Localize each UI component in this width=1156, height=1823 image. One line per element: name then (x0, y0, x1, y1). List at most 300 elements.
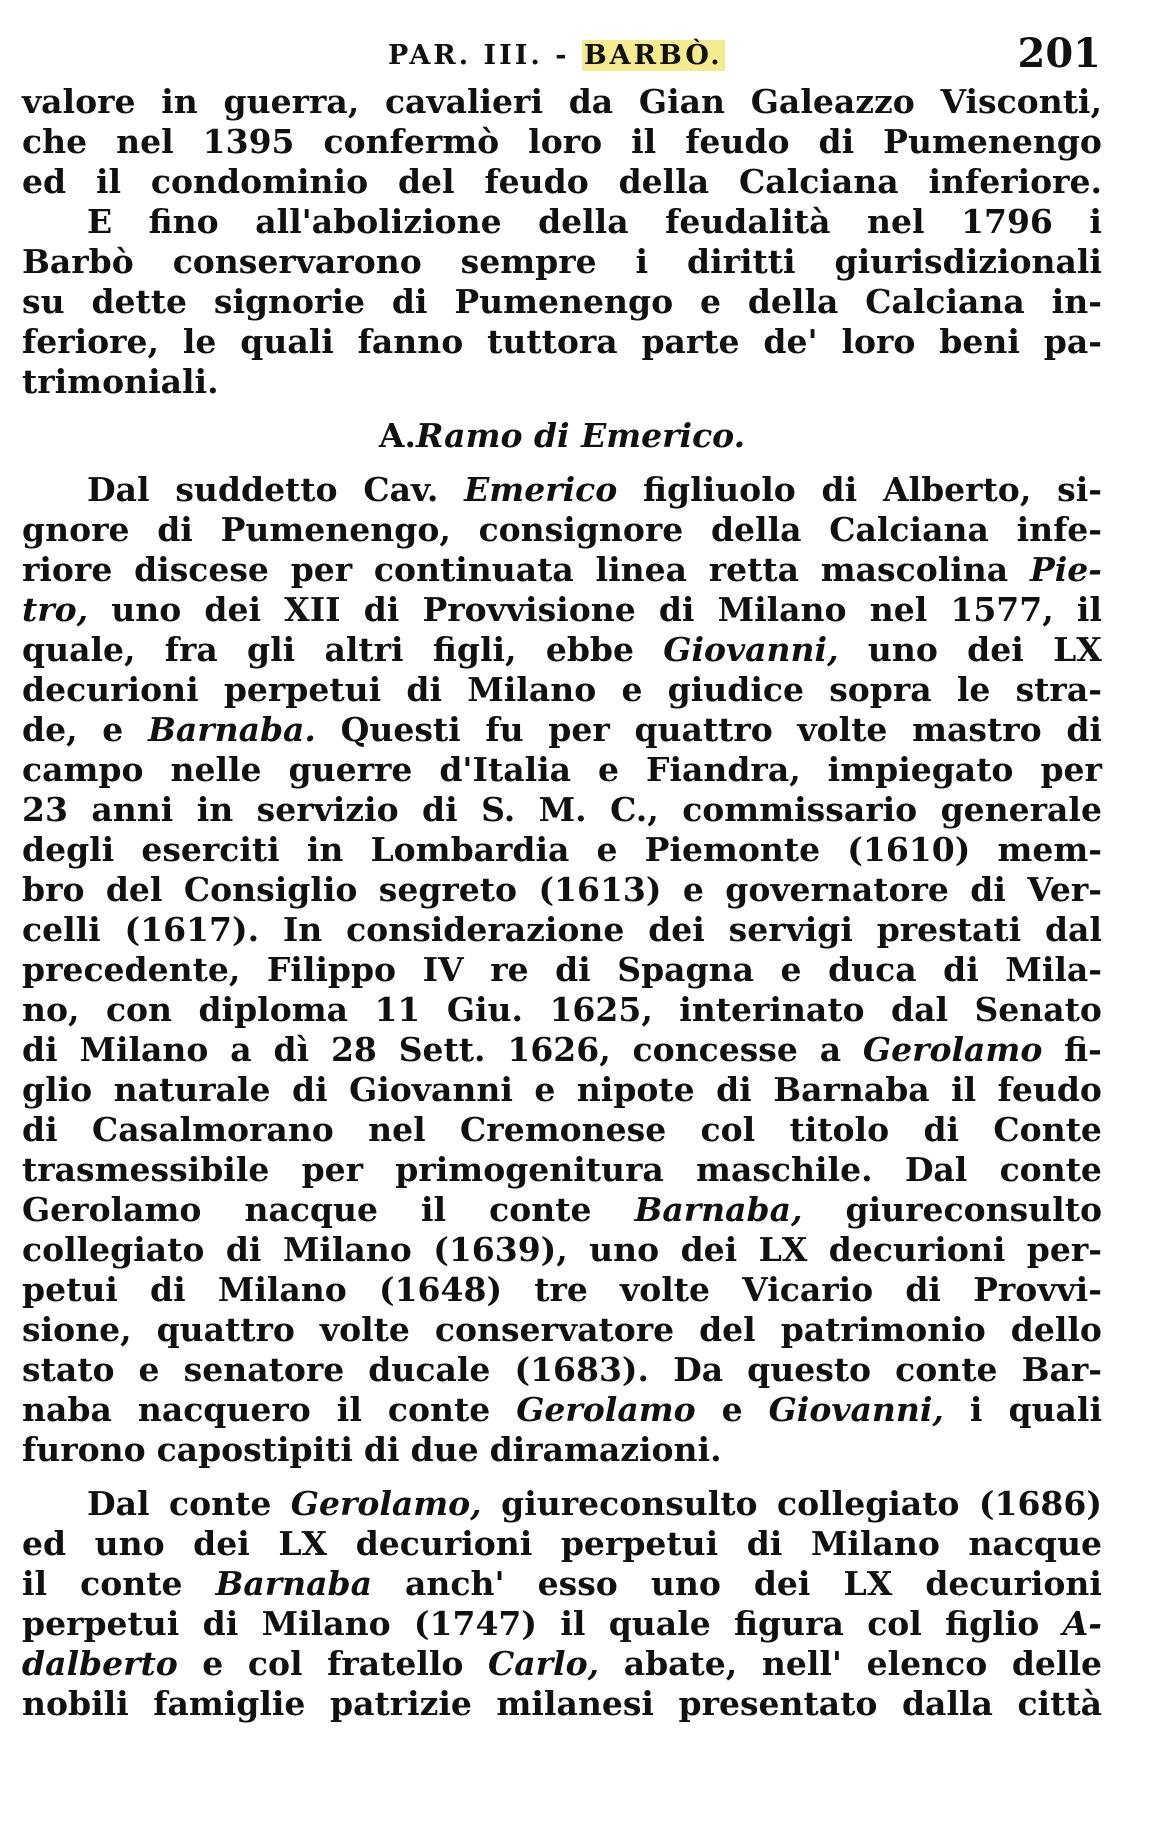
word: nacque (968, 1524, 1102, 1563)
word: e (202, 1644, 224, 1683)
text-line (22, 790, 1102, 830)
word: nipote (576, 1070, 695, 1109)
word: il (336, 1390, 362, 1429)
word: Fiandra, (646, 750, 801, 789)
word: si- (1057, 470, 1102, 509)
word: di (821, 470, 858, 509)
text-line (22, 162, 1102, 202)
word: sopra (829, 670, 932, 709)
word: titolo (789, 1110, 890, 1149)
word: uno (111, 590, 182, 629)
word: di (1066, 710, 1102, 749)
word: primogenitura (395, 1150, 664, 1189)
word: diritti (687, 242, 796, 281)
word: feudo (997, 1070, 1102, 1109)
word: Alberto, (882, 470, 1032, 509)
text-line (22, 1430, 1102, 1470)
word: LX (1053, 630, 1102, 669)
word: del (105, 870, 163, 909)
word: Barnaba (773, 1070, 930, 1109)
word: retta (708, 550, 799, 589)
word: de, (22, 710, 78, 749)
word: dei (753, 1564, 811, 1603)
word: signorie (213, 282, 365, 321)
word: di (658, 590, 695, 629)
word: Consiglio (183, 870, 358, 909)
word: tro, (22, 590, 89, 629)
word: discese (134, 550, 269, 589)
word: capostipiti (156, 1430, 353, 1469)
word: di (746, 1524, 783, 1563)
text-line (22, 950, 1102, 990)
word: quale (608, 1604, 711, 1643)
word: precedente, (22, 950, 241, 989)
word: gli (247, 630, 296, 669)
word: della (538, 202, 629, 241)
word: Pumenengo, (220, 510, 451, 549)
running-head (388, 40, 725, 71)
word: Barnaba (215, 1564, 372, 1603)
word: sempre (460, 242, 597, 281)
word: 1577, (950, 590, 1054, 629)
text-line (22, 1604, 1102, 1644)
word: petui (22, 1270, 118, 1309)
word: valore (22, 82, 136, 121)
running-head-prefix: PAR. III. - (388, 40, 582, 71)
text-line (22, 990, 1102, 1030)
word: tre (534, 1270, 588, 1309)
text-line (22, 1150, 1102, 1190)
word: di (292, 1070, 328, 1109)
word: (1639), (433, 1230, 568, 1269)
word: del (699, 1310, 756, 1349)
word: di (422, 790, 458, 829)
text-line (22, 1030, 1102, 1070)
word: uno (650, 1564, 721, 1603)
word: e (682, 870, 704, 909)
word: patrizie (330, 1684, 472, 1723)
word: e (780, 950, 802, 989)
word: per (548, 710, 610, 749)
word: fino (148, 202, 219, 241)
word: e (598, 750, 620, 789)
word: di (22, 1110, 58, 1149)
text-line (22, 362, 1102, 402)
word: LX (758, 1230, 808, 1269)
word: del (397, 162, 455, 201)
word: perpetui (223, 670, 382, 709)
word: per (1040, 750, 1102, 789)
word: anni (91, 790, 174, 829)
word: interinato (679, 990, 865, 1029)
word: in (306, 830, 344, 869)
word: a (230, 1030, 252, 1069)
word: XII (284, 590, 341, 629)
word: per- (1026, 1230, 1102, 1269)
word: di (150, 1270, 186, 1309)
word: dei (204, 590, 261, 629)
word: Casalmorano (91, 1110, 334, 1149)
text-line (22, 1644, 1102, 1684)
text-line (22, 282, 1102, 322)
word: collegiato (22, 1230, 205, 1269)
word: nacquero (137, 1390, 311, 1429)
word: furono (22, 1430, 146, 1469)
word: dei (680, 1230, 738, 1269)
word: duca (828, 950, 917, 989)
word: di (406, 670, 442, 709)
word: diramazioni. (489, 1430, 722, 1469)
word: in (196, 790, 234, 829)
word: famiglie (153, 1684, 306, 1723)
text-line (22, 630, 1102, 670)
word: LX (843, 1564, 893, 1603)
word: Gerolamo (862, 1030, 1043, 1069)
word: Dal (87, 470, 150, 509)
word: e (721, 1390, 743, 1429)
word: degli (22, 830, 115, 869)
text-line (22, 590, 1102, 630)
word: anch' (405, 1564, 505, 1603)
word: uno (589, 1230, 660, 1269)
word: parte (641, 322, 740, 361)
text-line (22, 1484, 1102, 1524)
word: giurisdizionali (834, 242, 1102, 281)
word: in- (1051, 282, 1102, 321)
word: di (363, 1430, 400, 1469)
word: Milano (810, 1524, 940, 1563)
word: Pie- (1029, 550, 1102, 589)
word: feudo (484, 162, 589, 201)
word: sione, (22, 1310, 132, 1349)
word: che (22, 122, 88, 161)
word: Mila- (1005, 950, 1102, 989)
word: quale, (22, 630, 136, 669)
word: Gian (638, 82, 726, 121)
word: Barbò (22, 242, 134, 281)
word: volte (797, 710, 888, 749)
word: elenco (866, 1644, 988, 1683)
word: di (818, 122, 855, 161)
word: (1617). (124, 910, 260, 949)
word: senatore (183, 1350, 345, 1389)
word: di (157, 510, 193, 549)
word: di (716, 1070, 752, 1109)
word: della (747, 282, 839, 321)
word: due (410, 1430, 479, 1469)
word: altri (324, 630, 404, 669)
word: C., (610, 790, 659, 829)
word: Visconti, (940, 82, 1102, 121)
word: Spagna (617, 950, 755, 989)
text-line (22, 470, 1102, 510)
word: condominio (150, 162, 369, 201)
word: il (631, 122, 657, 161)
text-line (22, 202, 1102, 242)
word: col (700, 1110, 756, 1149)
word: 1395 (202, 122, 295, 161)
word: in (161, 82, 198, 121)
word: conservatore (434, 1310, 675, 1349)
word: dei (648, 910, 705, 949)
word: confermò (323, 122, 500, 161)
word: presentato (678, 1684, 878, 1723)
word: per (301, 1150, 364, 1189)
word: città (1017, 1684, 1102, 1723)
word: dei (193, 1524, 250, 1563)
word: questo (747, 1350, 872, 1389)
word: Barnaba. (147, 710, 316, 749)
word: loro (841, 322, 916, 361)
word: loro (528, 122, 603, 161)
word: i (969, 1390, 983, 1429)
word: 28 (330, 1030, 377, 1069)
word: E (87, 202, 113, 241)
running-head-surname: BARBÒ. (583, 40, 723, 71)
word: beni (939, 322, 1020, 361)
word: Giu. (446, 990, 524, 1029)
word: su (22, 282, 65, 321)
word: e (138, 1350, 160, 1389)
text-line (22, 1524, 1102, 1564)
word: Giovanni, (663, 630, 839, 669)
word: pa- (1043, 322, 1102, 361)
word: collegiato (777, 1484, 960, 1523)
word: LX (278, 1524, 328, 1563)
page-number: 201 (1017, 30, 1101, 77)
word: eserciti (141, 830, 280, 869)
word: Dal (87, 1484, 150, 1523)
word: 1625, (549, 990, 653, 1029)
word: Galeazzo (750, 82, 915, 121)
word: il (951, 1070, 977, 1109)
word: Giovanni (349, 1070, 513, 1109)
word: glio (22, 1070, 93, 1109)
word: e (699, 282, 721, 321)
word: mem- (997, 830, 1102, 869)
text-line (22, 750, 1102, 790)
word: di (943, 950, 979, 989)
word: Ver- (1027, 870, 1102, 909)
word: naturale (113, 1070, 271, 1109)
word: Carlo, (488, 1644, 600, 1683)
word: milanesi (496, 1684, 654, 1723)
word: conte (489, 1190, 592, 1229)
word: continuata (373, 550, 574, 589)
word: Gerolamo, (290, 1484, 482, 1523)
word: Senato (974, 990, 1102, 1029)
word: nel (869, 590, 928, 629)
word: perpetui (560, 1524, 719, 1563)
word: delle (1011, 1644, 1102, 1683)
text-line (22, 1110, 1102, 1150)
word: Pumenengo (883, 122, 1102, 161)
word: Milano (467, 670, 597, 709)
word: conte (999, 1150, 1102, 1189)
word: guerra, (223, 82, 360, 121)
word: nel (116, 122, 174, 161)
body-text (22, 82, 1102, 1724)
word: figura (734, 1604, 844, 1643)
text-line (22, 242, 1102, 282)
word: Vicario (742, 1270, 874, 1309)
word: nell' (761, 1644, 843, 1683)
word: figliuolo (643, 470, 796, 509)
word: naba (22, 1390, 112, 1429)
word: S. (481, 790, 516, 829)
word: il (1076, 590, 1102, 629)
word: Questi (340, 710, 461, 749)
word: Conte (993, 1110, 1102, 1149)
word: volte (319, 1310, 410, 1349)
word: conte (387, 1390, 491, 1429)
word: infe- (1016, 510, 1102, 549)
word: uno (94, 1524, 165, 1563)
word: suddetto (175, 470, 338, 509)
word: 11 (374, 990, 421, 1029)
text-line (22, 1270, 1102, 1310)
word: servizio (256, 790, 399, 829)
word: inferiore. (928, 162, 1102, 201)
word: ebbe (545, 630, 634, 669)
word: fu (485, 710, 524, 749)
word: decurioni (22, 670, 199, 709)
word: Da (673, 1350, 724, 1389)
word: di (225, 1230, 262, 1269)
word: volte (620, 1270, 710, 1309)
word: Filippo (266, 950, 397, 989)
word: A- (1062, 1604, 1102, 1643)
word: dette (91, 282, 187, 321)
word: giudice (667, 670, 804, 709)
word: maschile. (696, 1150, 873, 1189)
text-line (22, 122, 1102, 162)
word: Lombardia (370, 830, 570, 869)
word: Calciana (865, 282, 1025, 321)
word: Piemonte (644, 830, 821, 869)
text-line (22, 670, 1102, 710)
word: (1613) (538, 870, 662, 909)
text-line (22, 550, 1102, 590)
word: celli (22, 910, 101, 949)
word: bro (22, 870, 85, 909)
text-line (22, 910, 1102, 950)
text-line (22, 710, 1102, 750)
word: giureconsulto (501, 1484, 758, 1523)
word: fra (164, 630, 218, 669)
word: (1610) (847, 830, 971, 869)
word: 1796 (961, 202, 1053, 241)
word: di (555, 950, 591, 989)
word: col (247, 1644, 303, 1683)
word: Emerico (464, 470, 618, 509)
word: all'abolizione (255, 202, 502, 241)
word: riore (22, 550, 113, 589)
text-line (22, 1190, 1102, 1230)
word: campo (22, 750, 144, 789)
word: con (105, 990, 173, 1029)
word: trimoniali. (22, 362, 219, 401)
word: dei (967, 630, 1024, 669)
word: stato (22, 1350, 115, 1389)
word: patrimonio (780, 1310, 986, 1349)
word: Gerolamo (516, 1390, 696, 1429)
word: diploma (198, 990, 349, 1029)
word: fratello (327, 1644, 464, 1683)
word: nel (866, 202, 925, 241)
page-header (0, 30, 1156, 82)
word: mascolina (820, 550, 1009, 589)
word: considerazione (346, 910, 625, 949)
word: dal (1044, 910, 1102, 949)
word: mastro (912, 710, 1042, 749)
word: commissario (682, 790, 918, 829)
word: servigi (728, 910, 853, 949)
word: quattro (634, 710, 773, 749)
word: dalberto (22, 1644, 178, 1683)
word: e (534, 1070, 556, 1109)
word: giureconsulto (845, 1190, 1102, 1229)
word: uno (867, 630, 938, 669)
word: nacque (244, 1190, 378, 1229)
word: Milano (282, 1230, 412, 1269)
word: il (560, 1604, 586, 1643)
text-line (22, 1310, 1102, 1350)
word: de' (763, 322, 818, 361)
word: perpetui (22, 1604, 180, 1643)
word: conservarono (172, 242, 422, 281)
word: Sett. (398, 1030, 486, 1069)
word: 23 (22, 790, 68, 829)
word: IV (422, 950, 464, 989)
word: da (568, 82, 614, 121)
text-line (22, 1390, 1102, 1430)
word: (1686) (978, 1484, 1102, 1523)
word: il (421, 1190, 447, 1229)
word: segreto (378, 870, 518, 909)
word: re (490, 950, 529, 989)
word: e (102, 710, 124, 749)
text-line (22, 1230, 1102, 1270)
word: generale (940, 790, 1102, 829)
word: impiegato (827, 750, 1014, 789)
word: il (22, 1564, 48, 1603)
word: ed (22, 162, 67, 201)
word: conte (895, 1350, 998, 1389)
text-line (22, 416, 1102, 456)
word: nobili (22, 1684, 129, 1723)
word: di (391, 282, 428, 321)
word: guerre (288, 750, 413, 789)
word: concesse (632, 1030, 798, 1069)
word: consignore (478, 510, 684, 549)
word: abate, (623, 1644, 738, 1683)
word: decurioni (828, 1230, 1006, 1269)
word: Provvi- (973, 1270, 1102, 1309)
text-line (22, 1564, 1102, 1604)
word: Calciana (829, 510, 989, 549)
word: a (819, 1030, 842, 1069)
word: il (95, 162, 122, 201)
word: ducale (368, 1350, 491, 1389)
word: M. (538, 790, 587, 829)
word: (1747) (413, 1604, 537, 1643)
text-line (22, 322, 1102, 362)
word: stra- (1015, 670, 1102, 709)
text-line (22, 1070, 1102, 1110)
word: feriore, (22, 322, 159, 361)
word: Giovanni, (768, 1390, 944, 1429)
